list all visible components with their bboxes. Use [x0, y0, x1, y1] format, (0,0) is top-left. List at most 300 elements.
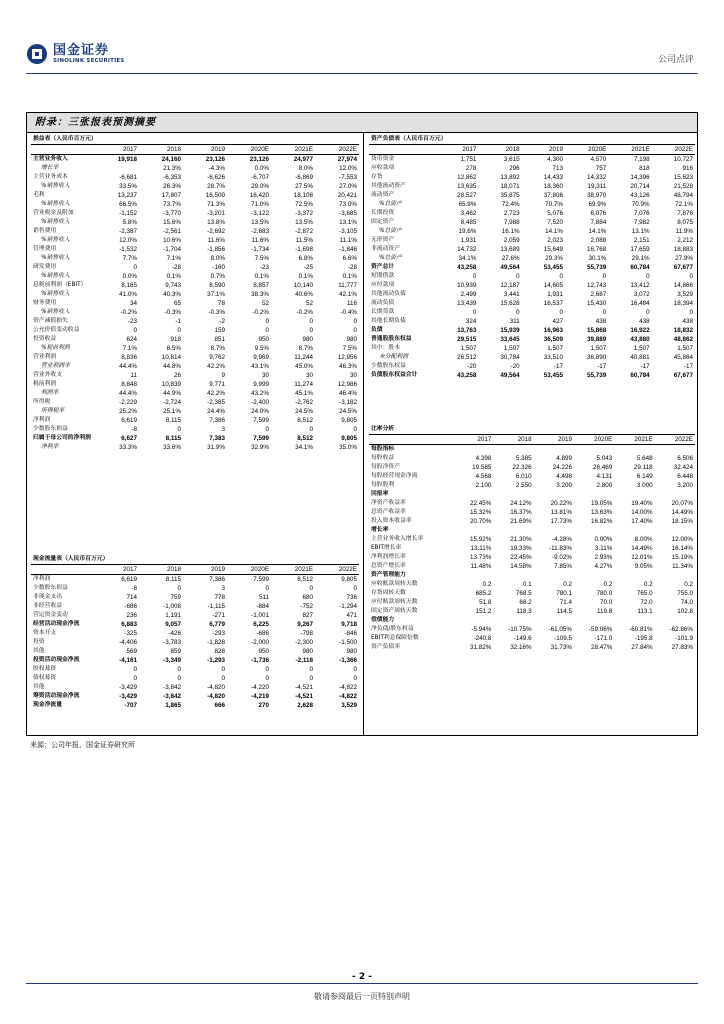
value-cell: 2,687	[590, 291, 607, 298]
value-cell: 2,059	[503, 237, 520, 244]
value-cell: 52	[305, 300, 313, 307]
value-cell: 16.1%	[501, 228, 520, 235]
value-cell: -149.6	[513, 635, 532, 642]
year-header-cell: 2017	[435, 145, 478, 155]
row-label: 经营活动现金净流	[33, 621, 80, 627]
value-cell: 438	[682, 318, 693, 325]
value-cell: 71.4	[559, 599, 572, 606]
value-cell	[574, 571, 614, 580]
value-cell	[453, 616, 493, 625]
value-cell: -23	[259, 264, 269, 271]
row-label: 非经营收益	[33, 603, 62, 609]
row-label: 每股净资产	[371, 464, 400, 470]
value-cell: 43,126	[630, 192, 650, 199]
value-cell: 49,564	[500, 264, 520, 271]
table-row	[369, 553, 695, 562]
table-row	[31, 434, 359, 443]
value-cell: 3.200	[677, 482, 693, 489]
value-cell: 8,512	[297, 435, 313, 442]
value-cell: 7,884	[590, 219, 607, 226]
value-cell: -25	[303, 264, 313, 271]
section-title-cell: 比率分析	[369, 425, 695, 435]
value-cell: 4,570	[590, 156, 607, 163]
row-label: %总资产	[379, 228, 402, 234]
value-cell: 28.47%	[590, 644, 613, 651]
table-row	[31, 629, 359, 638]
appendix-title: 附录：三张报表预测摘要	[27, 113, 697, 133]
value-cell: 0	[353, 327, 357, 334]
row-label: 非现金支出	[33, 594, 62, 600]
row-label: 固定资产	[371, 219, 395, 225]
table-row	[369, 616, 695, 625]
value-cell: 24.12%	[510, 500, 532, 507]
value-cell: 29.3%	[545, 255, 563, 262]
value-cell: 7.85%	[554, 563, 572, 570]
value-cell: 25.2%	[119, 408, 137, 415]
value-cell: 19.6%	[458, 228, 477, 235]
value-cell: 8.0%	[210, 255, 225, 262]
value-cell: -2,872	[295, 228, 313, 235]
value-cell: 14.49%	[671, 509, 693, 516]
row-label: 营业利润率	[41, 363, 70, 369]
row-label: 归属于母公司的净利润	[33, 435, 91, 441]
value-cell: -4,822	[339, 684, 357, 691]
year-header-row	[369, 435, 695, 445]
value-cell: 16,500	[205, 192, 225, 199]
value-cell: 8.5%	[166, 345, 181, 352]
value-cell: -707	[124, 702, 137, 709]
value-cell: 0	[602, 309, 607, 316]
value-cell: 3.11%	[594, 545, 613, 552]
value-cell: 13,635	[457, 183, 477, 190]
value-cell: 755.0	[677, 590, 693, 597]
value-cell: 17.40%	[631, 518, 653, 525]
value-cell: 4.398	[475, 455, 492, 462]
row-label: %销售收入	[41, 201, 70, 207]
year-header-cell: 2020E	[574, 435, 614, 445]
year-header-cell: 2018	[139, 565, 183, 575]
value-cell: 11.1%	[339, 237, 357, 244]
table-row	[369, 326, 695, 335]
row-label: %总资产	[379, 201, 402, 207]
value-cell: -1,293	[207, 657, 225, 664]
value-cell: 0	[265, 585, 269, 592]
value-cell: -28	[347, 264, 357, 271]
table-row	[31, 299, 359, 308]
value-cell: 6,225	[253, 621, 269, 628]
table-row	[369, 290, 695, 299]
value-cell: 32.424	[673, 464, 693, 471]
row-label: 无形资产	[371, 237, 395, 243]
row-label: 所得税	[33, 399, 51, 405]
value-cell: 16,768	[587, 246, 607, 253]
value-cell: -1,532	[119, 246, 137, 253]
value-cell: 7,599	[253, 435, 269, 442]
table-section-title	[31, 135, 359, 145]
year-header-cell: 2017	[95, 145, 139, 155]
value-cell: 13,439	[457, 300, 477, 307]
table-row	[369, 472, 695, 481]
value-cell: 38,970	[587, 192, 607, 199]
table-section-title	[31, 555, 359, 565]
value-cell: 10,727	[673, 156, 693, 163]
row-label: 主营业务成本	[33, 174, 68, 180]
table-row	[369, 371, 695, 380]
cashflow-statement-panel	[31, 555, 359, 710]
value-cell: 24.0%	[251, 408, 269, 415]
table-row	[369, 236, 695, 245]
value-cell: 10,839	[161, 381, 181, 388]
value-cell	[614, 526, 654, 535]
row-label: 净利润	[33, 576, 51, 582]
value-cell: 714	[126, 594, 137, 601]
row-label: 营业外收支	[33, 372, 62, 378]
value-cell: 33.3%	[119, 444, 137, 451]
row-label: 应付账款周转天数	[371, 599, 418, 605]
value-cell: 0	[133, 264, 137, 271]
value-cell	[493, 616, 533, 625]
table-row	[31, 308, 359, 317]
value-cell: -59.06%	[588, 626, 613, 633]
table-row	[31, 443, 359, 452]
row-label: 所得税率	[41, 408, 65, 414]
value-cell: 427	[552, 318, 563, 325]
value-cell: 43.1%	[251, 363, 269, 370]
value-cell: 22.326	[512, 464, 532, 471]
value-cell: -0.2%	[296, 309, 313, 316]
value-cell: -2,561	[163, 228, 181, 235]
value-cell: 17,807	[161, 192, 181, 199]
value-cell	[534, 616, 574, 625]
value-cell: 4.131	[596, 473, 613, 480]
value-cell: 65.9%	[458, 201, 477, 208]
year-header-row	[31, 145, 359, 155]
row-label: 存货	[371, 174, 383, 180]
value-cell: 24,977	[293, 156, 313, 163]
value-cell: -7,553	[339, 174, 357, 181]
value-cell: 29.1%	[631, 255, 650, 262]
value-cell	[493, 445, 533, 455]
value-cell: 13.1%	[631, 228, 650, 235]
value-cell: -3,842	[163, 693, 181, 700]
ratio-analysis-panel	[369, 425, 695, 652]
row-label: 货币资金	[371, 156, 395, 162]
value-cell: 1,931	[547, 291, 563, 298]
value-cell: 46.4%	[339, 390, 357, 397]
row-label: 股权募资	[33, 666, 57, 672]
value-cell: 16,420	[249, 192, 269, 199]
value-cell: 29.118	[633, 464, 653, 471]
table-row	[369, 308, 695, 317]
value-cell: 0	[353, 675, 357, 682]
table-row	[31, 155, 359, 165]
value-cell: -10.75%	[508, 626, 532, 633]
value-cell: 45.0%	[295, 363, 313, 370]
value-cell: -1,846	[339, 246, 357, 253]
table-row	[31, 344, 359, 353]
value-cell: 7.1%	[166, 255, 181, 262]
value-cell: 8.00%	[634, 536, 653, 543]
sinolink-logo-icon	[26, 43, 48, 65]
value-cell: -2,385	[207, 399, 225, 406]
value-cell: 13,412	[630, 282, 650, 289]
value-cell: 24.5%	[295, 408, 313, 415]
row-label: 营运资金变动	[33, 612, 68, 618]
value-cell: 45,864	[673, 354, 693, 361]
value-cell: -20	[467, 363, 477, 370]
value-cell: 9,762	[209, 354, 225, 361]
year-header-cell: 2019	[534, 435, 574, 445]
row-label: 营业税金及附加	[33, 210, 74, 216]
value-cell: 20,714	[630, 183, 650, 190]
table-row	[31, 272, 359, 281]
value-cell: 9,718	[341, 621, 357, 628]
value-cell: 0	[309, 327, 313, 334]
table-row	[31, 593, 359, 602]
value-cell: 14,433	[543, 174, 563, 181]
value-cell: 73.7%	[163, 201, 181, 208]
value-cell: 0.2	[482, 581, 492, 588]
table-row	[369, 353, 695, 362]
value-cell: 7,386	[209, 417, 225, 424]
value-cell: -17	[683, 363, 693, 370]
table-row	[31, 674, 359, 683]
row-label: 每股收益	[371, 455, 395, 461]
value-cell: 38.3%	[251, 291, 269, 298]
value-cell: 6,627	[121, 435, 137, 442]
value-cell: 7,076	[633, 210, 650, 217]
row-label: 财务费用	[33, 300, 57, 306]
value-cell: 1,507	[590, 345, 607, 352]
value-cell: 3.000	[636, 482, 653, 489]
value-cell: -4,220	[251, 684, 269, 691]
value-cell: 9.5%	[254, 345, 269, 352]
value-cell: 0.1	[522, 581, 532, 588]
value-cell: 778	[214, 594, 225, 601]
income-statement-table	[31, 135, 359, 452]
value-cell: 73.0%	[339, 201, 357, 208]
value-cell: 11.9%	[675, 228, 693, 235]
value-cell: 44.8%	[163, 363, 181, 370]
value-cell: 0	[472, 273, 477, 280]
value-cell: 8,848	[121, 381, 137, 388]
value-cell: 24.4%	[207, 408, 225, 415]
value-cell: 13.5%	[251, 219, 269, 226]
row-label: 投资	[33, 639, 45, 645]
value-cell: 8,165	[121, 282, 137, 289]
value-cell: 27.9%	[675, 255, 693, 262]
row-label: 存货周转天数	[371, 590, 406, 596]
table-row	[369, 526, 695, 535]
value-cell: -6,626	[207, 174, 225, 181]
value-cell: 21.69%	[510, 518, 532, 525]
value-cell: 13,689	[500, 246, 520, 253]
value-cell: -0.3%	[208, 309, 225, 316]
value-cell: -20	[510, 363, 520, 370]
value-cell: 16,922	[630, 327, 650, 334]
value-cell: 70.7%	[545, 201, 563, 208]
value-cell: -23	[127, 318, 137, 325]
row-label: 长期贷款	[371, 309, 395, 315]
value-cell: -3,783	[163, 639, 181, 646]
value-cell: 9,057	[165, 621, 181, 628]
value-cell: 8.7%	[298, 345, 313, 352]
table-row	[31, 173, 359, 182]
value-cell: -2,387	[119, 228, 137, 235]
value-cell: 0	[472, 309, 477, 316]
value-cell: -17	[640, 363, 650, 370]
value-cell: 15.6%	[163, 219, 181, 226]
value-cell	[614, 571, 654, 580]
value-cell	[614, 490, 654, 499]
year-header-cell: 2021E	[271, 145, 315, 155]
value-cell: 12,862	[457, 174, 477, 181]
value-cell: -2,000	[251, 639, 269, 646]
value-cell: 67,677	[673, 264, 693, 271]
table-row	[369, 544, 695, 553]
value-cell: 6.149	[636, 473, 653, 480]
value-cell: 118.3	[516, 608, 532, 615]
table-row	[31, 398, 359, 407]
value-cell: 29,515	[457, 336, 477, 343]
value-cell: 5.385	[515, 455, 532, 462]
value-cell: 1,507	[503, 345, 520, 352]
year-header-cell: 2018	[478, 145, 521, 155]
value-cell	[453, 571, 493, 580]
value-cell: 9,771	[209, 381, 225, 388]
value-cell: 0	[309, 318, 313, 325]
value-cell: -2,683	[251, 228, 269, 235]
table-row	[31, 389, 359, 398]
value-cell: 7,982	[633, 219, 650, 226]
value-cell: 49,564	[500, 372, 520, 379]
value-cell: -4,406	[119, 639, 137, 646]
value-cell: 11.34%	[672, 563, 693, 570]
value-cell: 5.8%	[122, 219, 137, 226]
table-row	[369, 182, 695, 191]
row-label: 每股指标	[371, 446, 395, 452]
value-cell: 27.83%	[671, 644, 693, 651]
page-number: - 2 -	[352, 972, 372, 982]
value-cell: 11,244	[294, 354, 313, 361]
value-cell: 13.73%	[469, 554, 492, 561]
value-cell: 8,115	[165, 417, 181, 424]
row-label: 净利率	[41, 444, 59, 450]
value-cell: 27.5%	[295, 183, 313, 190]
year-header-cell: 2019	[183, 145, 227, 155]
value-cell: -61.05%	[548, 626, 572, 633]
value-cell: 30,784	[500, 354, 520, 361]
value-cell: 30	[349, 372, 357, 379]
value-cell: 67,677	[673, 372, 693, 379]
row-label: 负债股东权益合计	[371, 372, 418, 378]
value-cell: 3,529	[677, 291, 693, 298]
value-cell: 980	[346, 648, 357, 655]
value-cell: 26,512	[457, 354, 477, 361]
value-cell: 37.1%	[207, 291, 225, 298]
value-cell: -6,707	[251, 174, 269, 181]
value-cell: 0.2	[643, 581, 653, 588]
value-cell: 22.45%	[469, 500, 492, 507]
value-cell: -1,294	[339, 603, 357, 610]
value-cell: 8,075	[677, 219, 693, 226]
value-cell: 34.1%	[458, 255, 477, 262]
value-cell: 680	[302, 594, 313, 601]
value-cell: 48,862	[673, 336, 693, 343]
value-cell	[95, 164, 139, 173]
value-cell: 8,857	[253, 282, 269, 289]
table-row	[369, 454, 695, 463]
value-cell: -0.2%	[252, 309, 269, 316]
value-cell: 311	[509, 318, 520, 325]
value-cell: 624	[126, 336, 137, 343]
value-cell: 0	[177, 666, 181, 673]
table-row	[369, 299, 695, 308]
value-cell: 74.0	[680, 599, 693, 606]
row-label: EBIT利息保障倍数	[371, 635, 419, 641]
value-cell: -11.83%	[548, 545, 572, 552]
value-cell: 60,784	[630, 372, 650, 379]
value-cell: 36,890	[587, 354, 607, 361]
table-row	[369, 263, 695, 272]
value-cell: 55,739	[587, 264, 607, 271]
value-cell: 34	[129, 300, 137, 307]
value-cell: 21,528	[673, 183, 693, 190]
value-cell: -4,521	[295, 684, 313, 691]
year-header-spacer	[369, 145, 435, 155]
row-label: 其他流动负债	[371, 291, 406, 297]
value-cell: -1,366	[339, 657, 357, 664]
value-cell: 25.1%	[163, 408, 181, 415]
value-cell: 28,527	[457, 192, 477, 199]
value-cell: 12.01%	[631, 554, 653, 561]
value-cell: 916	[682, 165, 693, 172]
value-cell: 6.6%	[342, 255, 357, 262]
value-cell: 2,023	[547, 237, 563, 244]
value-cell: -4.28%	[552, 536, 572, 543]
value-cell: 26.3%	[163, 183, 181, 190]
value-cell: 2,088	[590, 237, 607, 244]
value-cell: 7,599	[253, 576, 269, 583]
row-label: 营业利润	[33, 354, 57, 360]
value-cell: 114.5	[556, 608, 572, 615]
row-label: 每股股利	[371, 482, 395, 488]
value-cell: 3,441	[503, 291, 520, 298]
value-cell: 8,590	[209, 282, 225, 289]
value-cell: 37,806	[543, 192, 563, 199]
table-row	[369, 335, 695, 344]
value-cell: 7.1%	[122, 345, 137, 352]
value-cell: 9	[221, 372, 225, 379]
table-row	[369, 200, 695, 209]
value-cell: 6.8%	[298, 255, 313, 262]
value-cell: 60,784	[630, 264, 650, 271]
value-cell: 1,507	[460, 345, 477, 352]
value-cell: -2,118	[295, 657, 313, 664]
value-cell: 35,875	[500, 192, 520, 199]
table-row	[369, 643, 695, 652]
value-cell: 0	[353, 426, 357, 433]
year-header-spacer	[369, 435, 453, 445]
table-row	[31, 638, 359, 647]
value-cell: 0.0%	[122, 273, 137, 280]
value-cell: 32.16%	[510, 644, 532, 651]
value-cell: 0	[646, 309, 650, 316]
value-cell: 18,394	[673, 300, 693, 307]
value-cell: 780.1	[556, 590, 572, 597]
value-cell: 44.4%	[119, 390, 137, 397]
value-cell: 13,237	[117, 192, 137, 199]
